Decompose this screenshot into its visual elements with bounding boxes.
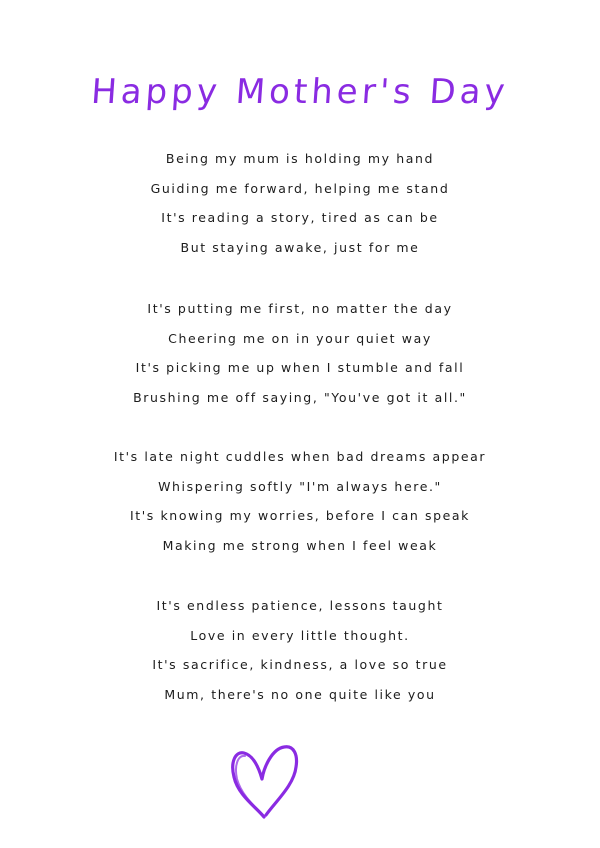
poem-line: It's putting me first, no matter the day (147, 301, 453, 316)
poem-stanza-1 (0, 144, 600, 262)
poem-line: Making me strong when I feel weak (162, 537, 438, 553)
poem-line: Being my mum is holding my hand (165, 151, 435, 166)
heart-icon (228, 745, 302, 821)
poem-line: But staying awake, just for me (180, 239, 420, 255)
poem-line: It's reading a story, tired as can be (161, 210, 439, 225)
poem-line: Whispering softly "I'm always here." (158, 478, 442, 494)
poem-line: Cheering me on in your quiet way (168, 330, 432, 346)
poem-line: It's late night cuddles when bad dreams appear (113, 449, 487, 464)
poem-stanza-3 (0, 442, 600, 560)
poem-line: Guiding me forward, helping me stand (150, 180, 450, 196)
poem-stanza-2 (0, 294, 600, 412)
poem-line: It's endless patience, lessons taught (156, 598, 444, 613)
poem-line: It's knowing my worries, before I can speak (129, 508, 471, 523)
poem-line: Love in every little thought. (190, 627, 410, 643)
poem-line: Brushing me off saying, "You've got it all." (133, 389, 467, 405)
poem-line: Mum, there's no one quite like you (164, 686, 436, 702)
poem-line: It's sacrifice, kindness, a love so true (152, 657, 448, 672)
poem-stanza-4 (0, 591, 600, 709)
poem-line: It's picking me up when I stumble and fall (135, 360, 465, 375)
card-title: Happy Mother's Day (89, 72, 511, 112)
